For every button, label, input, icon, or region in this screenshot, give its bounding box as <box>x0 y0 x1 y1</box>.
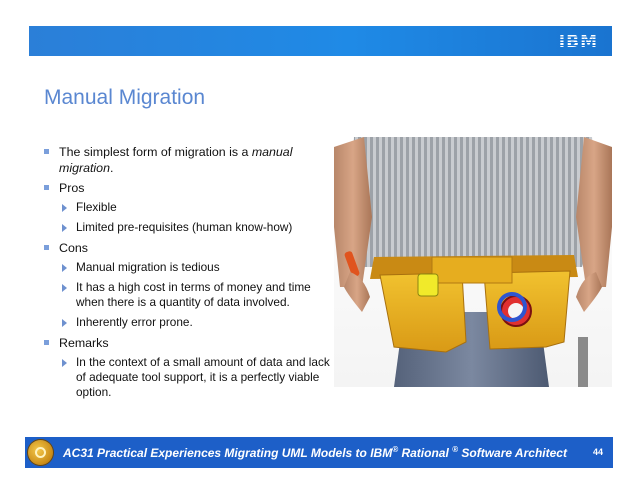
arrow-bullet-icon <box>62 264 67 272</box>
bullet-pros-label: Pros <box>59 181 85 195</box>
sub-bullet-cons-3 <box>44 315 334 330</box>
registered-mark: ® <box>392 445 399 454</box>
bullet-cons <box>44 240 334 256</box>
sub-bullet-remarks-1 <box>44 355 334 400</box>
footer-bar <box>25 437 613 468</box>
ibm-logo: IBM <box>558 32 598 52</box>
arrow-bullet-icon <box>62 284 67 292</box>
bullet-pros <box>44 180 334 196</box>
bullet-intro-text-suffix: . <box>109 161 114 175</box>
arrow-bullet-icon <box>62 319 67 327</box>
sub-bullet-pros-2 <box>44 220 334 235</box>
arrow-bullet-icon <box>62 224 67 232</box>
tool-belt-photo <box>334 137 612 387</box>
conference-logo-icon <box>28 440 53 465</box>
sub-bullet-text: Limited pre-requisites (human know-how) <box>76 220 293 234</box>
tool-belt-illustration <box>334 137 612 387</box>
footer-text-part2: Rational <box>398 446 453 460</box>
footer-title <box>63 445 567 460</box>
square-bullet-icon <box>44 340 49 345</box>
arrow-bullet-icon <box>62 204 67 212</box>
sub-bullet-text: Inherently error prone. <box>76 315 193 329</box>
page-number: 44 <box>592 447 603 457</box>
bullet-intro-text-prefix: The simplest form of migration is a <box>59 145 252 159</box>
bullet-remarks-label: Remarks <box>59 336 109 350</box>
sub-bullet-pros-1 <box>44 200 334 215</box>
sub-bullet-cons-1 <box>44 260 334 275</box>
bullet-intro <box>44 144 334 176</box>
slide-title: Manual Migration <box>44 86 206 109</box>
footer-text-part3: Software Architect <box>458 446 567 460</box>
sub-bullet-text: It has a high cost in terms of money and time when there is a quantity of data involved. <box>76 280 311 309</box>
sub-bullet-text: In the context of a small amount of data and lack of adequate tool support, it is a perfectly viable option. <box>76 355 330 399</box>
sub-bullet-text: Manual migration is tedious <box>76 260 220 274</box>
bullet-list <box>44 144 334 405</box>
square-bullet-icon <box>44 245 49 250</box>
arrow-bullet-icon <box>62 359 67 367</box>
registered-mark: ® <box>452 445 459 454</box>
square-bullet-icon <box>44 149 49 154</box>
footer-text-part1: AC31 Practical Experiences Migrating UML Models to IBM <box>63 446 393 460</box>
bullet-cons-label: Cons <box>59 241 88 255</box>
square-bullet-icon <box>44 185 49 190</box>
bullet-intro-text-italic: manual migration <box>59 145 293 175</box>
header-bar <box>29 26 612 56</box>
sub-bullet-text: Flexible <box>76 200 117 214</box>
sub-bullet-cons-2 <box>44 280 334 310</box>
bullet-remarks <box>44 335 334 351</box>
